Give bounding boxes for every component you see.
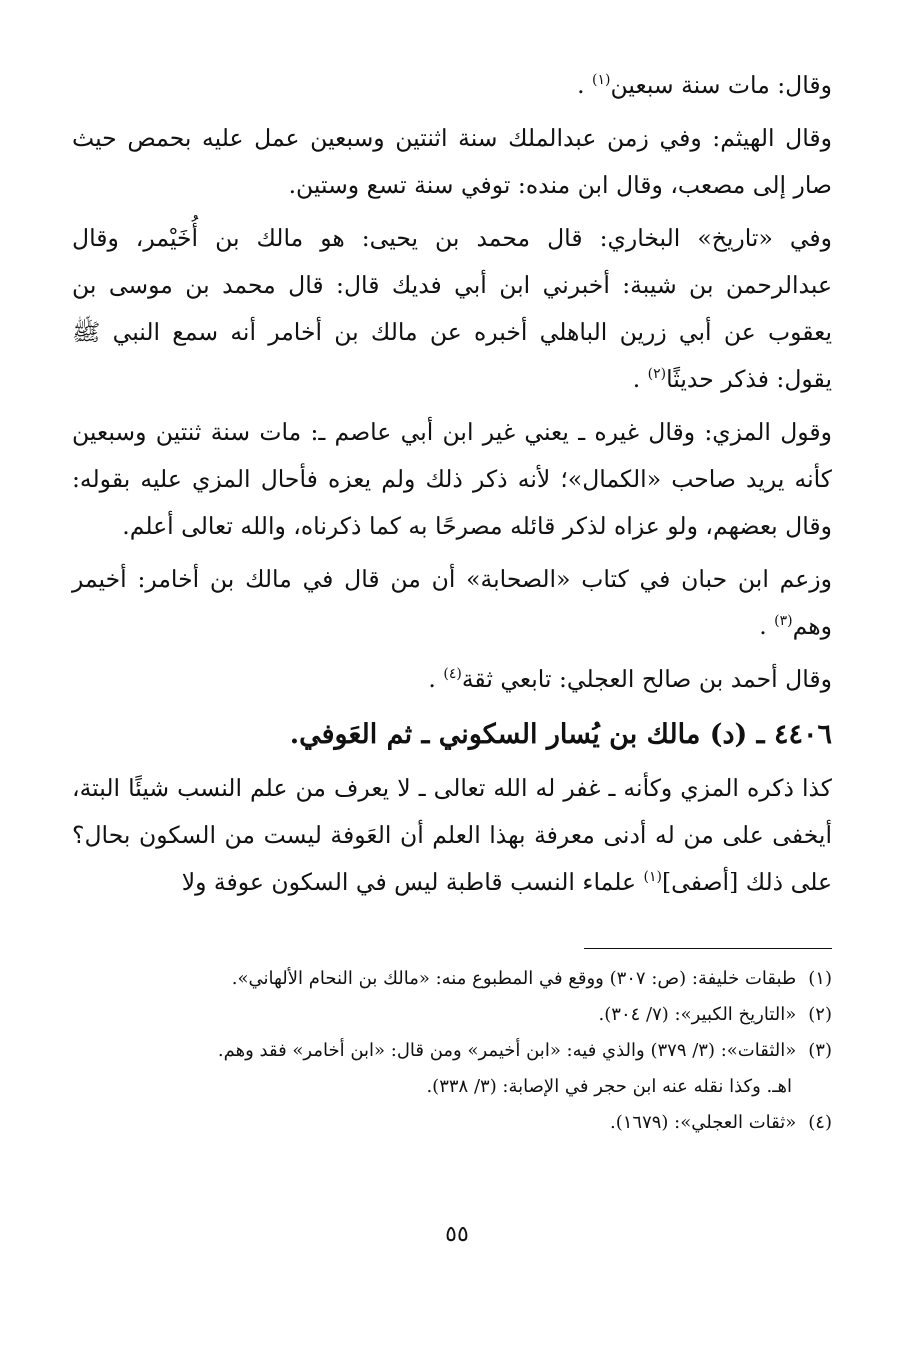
footnote-3-number: (٣) (808, 1040, 832, 1061)
footnote-1-text: طبقات خليفة: (ص: ٣٠٧) ووقع في المطبوع منه: «مالك بن النحام الألهاني». (231, 968, 797, 989)
footnote-ref-5: (١) (643, 869, 662, 886)
paragraph-7 (72, 765, 832, 906)
paragraph-5-end: . (759, 612, 775, 640)
paragraph-3 (72, 215, 832, 403)
footnote-1 (72, 962, 832, 996)
footnote-ref-3: (٣) (774, 613, 793, 630)
footnote-1-number: (١) (808, 968, 832, 989)
paragraph-3-text: وفي «تاريخ» البخاري: قال محمد بن يحيى: هو مالك بن أُخَيْمر، وقال عبدالرحمن بن شيبة: أخبرني ابن أبي فديك قال: قال محمد بن موسى بن يعقوب عن أبي زرين الباهلي أخبره عن مالك بن أخامر أنه سمع النبي ﷺ يقول: فذكر حديثًا (72, 224, 832, 393)
footnote-4-text: «ثقات العجلي»: (١٦٧٩). (609, 1112, 797, 1133)
footnote-divider (584, 948, 832, 949)
page-number: ٥٥ (445, 1222, 469, 1247)
footnote-ref-1: (١) (592, 72, 611, 89)
footnote-4-number: (٤) (808, 1112, 832, 1133)
paragraph-5-text: وزعم ابن حبان في كتاب «الصحابة» أن من قال في مالك بن أخامر: أخيمر وهم (72, 565, 832, 640)
paragraph-4: وقول المزي: وقال غيره ـ يعني غير ابن أبي عاصم ـ: مات سنة ثنتين وسبعين كأنه يريد صاحب «الكمال»؛ لأنه ذكر ذلك ولم يعزه فأحال المزي عليه بقوله: وقال بعضهم، ولو عزاه لذكر قائله مصرحًا به كما ذكرناه، والله تعالى أعلم. (72, 418, 832, 540)
footnote-3 (72, 1034, 832, 1068)
footnote-ref-4: (٤) (443, 666, 462, 683)
paragraph-7-end: علماء النسب قاطبة ليس في السكون عوفة ولا (181, 868, 644, 896)
footnote-3-continuation: اهـ. وكذا نقله عنه ابن حجر في الإصابة: (٣/ ٣٣٨). (426, 1076, 792, 1097)
footnote-2 (72, 998, 832, 1032)
footnote-2-text: «التاريخ الكبير»: (٧/ ٣٠٤). (598, 1004, 797, 1025)
paragraph-2: وقال الهيثم: وفي زمن عبدالملك سنة اثنتين وسبعين عمل عليه بحمص حيث صار إلى مصعب، وقال ابن منده: توفي سنة تسع وستين. (72, 124, 832, 199)
paragraph-5 (72, 556, 832, 650)
paragraph-6 (72, 656, 832, 703)
paragraph-1-text: وقال: مات سنة سبعين (610, 71, 832, 99)
main-text (72, 62, 832, 912)
footnote-4 (72, 1106, 832, 1140)
paragraph-6-end: . (428, 665, 444, 693)
footnote-ref-2: (٢) (647, 366, 667, 383)
paragraph-3-end: . (632, 365, 648, 393)
footnote-2-number: (٢) (808, 1004, 832, 1025)
paragraph-6-text: وقال أحمد بن صالح العجلي: تابعي ثقة (461, 665, 832, 693)
paragraph-7-text: كذا ذكره المزي وكأنه ـ غفر له الله تعالى ـ لا يعرف من علم النسب شيئًا البتة، أيخفى على من له أدنى معرفة بهذا العلم أن العَوفة ليست من السكون بحال؟ على ذلك [أصفى] (72, 774, 832, 896)
paragraph-1-end: . (577, 71, 593, 99)
paragraph-1 (72, 62, 832, 109)
entry-heading: ٤٤٠٦ ـ (د) مالك بن يُسار السكوني ـ ثم العَوفي. (289, 719, 832, 750)
footnote-3-text: «الثقات»: (٣/ ٣٧٩) والذي فيه: «ابن أخيمر» ومن قال: «ابن أخامر» فقد وهم. (217, 1040, 797, 1061)
footnotes (72, 962, 832, 1142)
